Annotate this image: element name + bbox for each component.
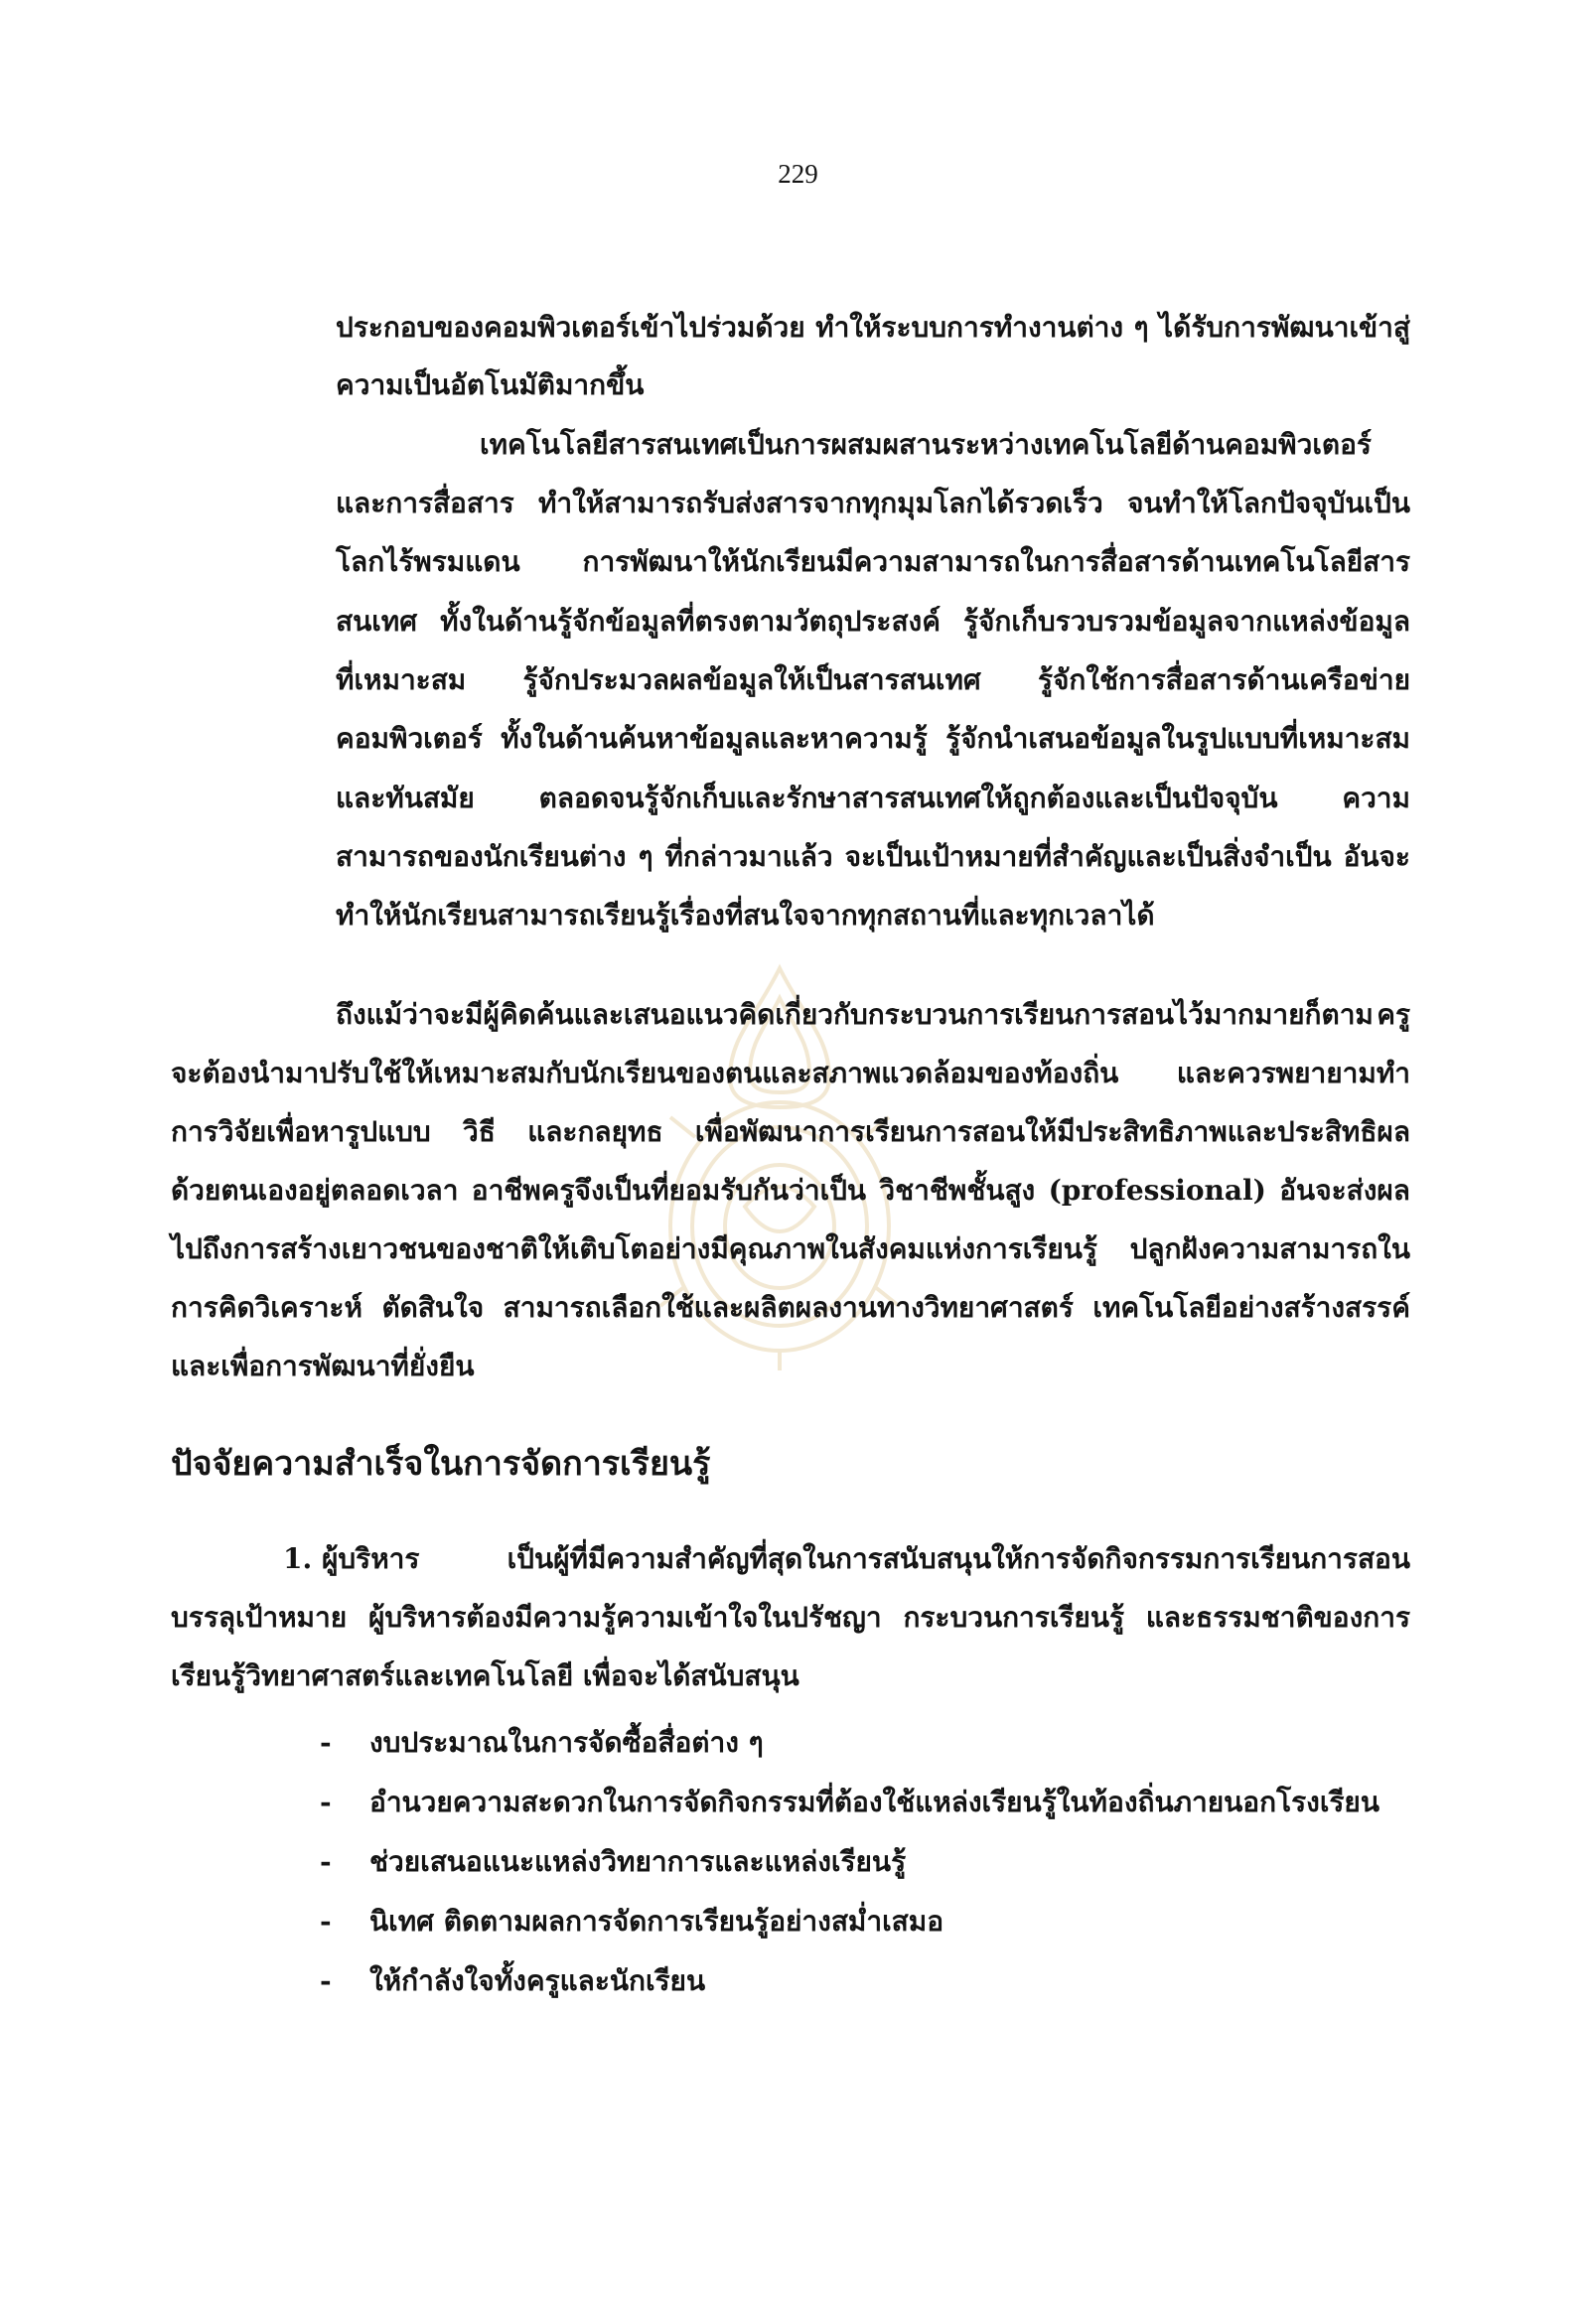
text-span: อันจะส่งผล — [1279, 1174, 1410, 1207]
text-span: เทคโนโลยีอย่างสร้างสรรค์ — [1092, 1291, 1410, 1324]
text-span: ได้รับการพัฒนาเข้าสู่ — [1159, 311, 1410, 344]
text-span: ตัดสินใจ — [381, 1291, 485, 1324]
paragraph-4-line-3 — [171, 1656, 799, 1696]
page-number: 229 — [778, 159, 818, 189]
paragraph-3-line-4 — [171, 1171, 1410, 1211]
paragraph-2-line-1 — [480, 425, 1372, 465]
paragraph-2-line-4 — [336, 602, 1410, 642]
paragraph-3-line-2 — [171, 1054, 1410, 1093]
text-span: สามารถเลือกใช้และผลิตผลงานทางวิทยาศาสตร์ — [503, 1291, 1074, 1324]
text-span: และเพื่อการพัฒนาที่ยั่งยืน — [171, 1350, 475, 1382]
text-span: วิธี — [463, 1115, 496, 1148]
list-item-text: อำนวยความสะดวกในการจัดกิจกรรมที่ต้องใช้แหล่งเรียนรู้ในท้องถิ่นภายนอกโรงเรียน — [369, 1786, 1379, 1818]
text-span: ผู้บริหารต้องมีความรู้ความเข้าใจในปรัชญา — [367, 1601, 882, 1634]
text-span: จะต้องนำมาปรับใช้ให้เหมาะสมกับนักเรียนของตนและสภาพแวดล้อมของท้องถิ่น — [171, 1057, 1119, 1089]
text-span: และทันสมัย — [336, 782, 475, 814]
text-span: ถึงแม้ว่าจะมีผู้คิดค้นและเสนอแนวคิดเกี่ยวกับกระบวนการเรียนการสอนไว้มากมายก็ตาม — [336, 998, 1374, 1031]
text-span: อันจะ — [1343, 840, 1410, 873]
text-span: และการสื่อสาร — [336, 487, 514, 519]
text-span: จนทำให้โลกปัจจุบันเป็น — [1126, 487, 1410, 519]
text-span: เป็นผู้ที่มีความสำคัญที่สุดในการสนับสนุนให้การจัดกิจกรรมการเรียนการสอน — [507, 1542, 1410, 1575]
text-span: เทคโนโลยีสารสนเทศเป็นการผสมผสานระหว่างเทคโนโลยีด้านคอมพิวเตอร์ — [480, 428, 1372, 461]
text-span: ที่เหมาะสม — [336, 663, 467, 696]
text-span: ด้วยตนเองอยู่ตลอดเวลา — [171, 1174, 459, 1207]
text-span: คอมพิวเตอร์ — [336, 722, 483, 755]
text-span: ทำให้สามารถรับส่งสารจากทุกมุมโลกได้รวดเร็ว — [537, 487, 1103, 519]
paragraph-2-line-3 — [336, 542, 1410, 582]
text-span: ครู — [1377, 998, 1410, 1031]
text-span: ทำให้ระบบการทำงานต่าง — [815, 311, 1124, 344]
paragraph-3-line-3 — [171, 1112, 1410, 1152]
text-span: ทั้งในด้านค้นหาข้อมูลและหาความรู้ — [501, 722, 928, 755]
paragraph-4-line-2 — [171, 1598, 1410, 1638]
text-span: การวิจัยเพื่อหารูปแบบ — [171, 1115, 431, 1148]
text-span: รู้จักประมวลผลข้อมูลให้เป็นสารสนเทศ — [522, 663, 981, 696]
text-span: ปลูกฝังความสามารถใน — [1129, 1232, 1410, 1265]
text-span: (professional) — [1048, 1174, 1266, 1207]
text-span: อาชีพครูจึงเป็นที่ยอมรับกันว่าเป็น — [471, 1174, 867, 1207]
paragraph-2-line-9 — [336, 896, 1155, 936]
paragraph-4-line-1 — [283, 1539, 1410, 1579]
text-span: กระบวนการเรียนรู้ — [903, 1601, 1125, 1634]
text-span: ๆ — [638, 840, 653, 873]
paragraph-3-line-1 — [336, 995, 1410, 1035]
text-span: สามารถของนักเรียนต่าง — [336, 840, 627, 873]
text-span: ประกอบของคอมพิวเตอร์เข้าไปร่วมด้วย — [336, 311, 805, 344]
paragraph-3-line-7 — [171, 1347, 475, 1386]
text-span: เพื่อพัฒนาการเรียนการสอนให้มีประสิทธิภาพและประสิทธิผล — [694, 1115, 1410, 1148]
text-span: 1. ผู้บริหาร — [283, 1542, 420, 1575]
section-heading: ปัจจัยความสำเร็จในการจัดการเรียนรู้ — [171, 1444, 711, 1484]
text-span: และกลยุทธ — [527, 1115, 663, 1148]
text-span: ความเป็นอัตโนมัติมากขึ้น — [336, 368, 645, 401]
text-span: ความ — [1342, 782, 1410, 814]
text-span: วิชาชีพชั้นสูง — [879, 1174, 1036, 1207]
paragraph-1-line-2 — [336, 365, 644, 405]
paragraph-1-line-1 — [336, 308, 1410, 348]
list-item-text: นิเทศ ติดตามผลการจัดการเรียนรู้อย่างสม่ำเสมอ — [369, 1905, 944, 1938]
text-span: สนเทศ — [336, 605, 418, 638]
text-span: รู้จักเก็บรวบรวมข้อมูลจากแหล่งข้อมูล — [962, 605, 1410, 638]
list-item-text: ช่วยเสนอแนะแหล่งวิทยาการและแหล่งเรียนรู้ — [369, 1845, 907, 1878]
paragraph-2-line-6 — [336, 719, 1410, 759]
bullet-dash: - — [320, 1845, 332, 1878]
bullet-dash: - — [320, 1905, 332, 1938]
text-span: ทำให้นักเรียนสามารถเรียนรู้เรื่องที่สนใจจากทุกสถานที่และทุกเวลาได้ — [336, 899, 1155, 932]
paragraph-3-line-6 — [171, 1288, 1410, 1328]
text-span: จะเป็นเป้าหมายที่สำคัญและเป็นสิ่งจำเป็น — [844, 840, 1332, 873]
text-span: ไปถึงการสร้างเยาวชนของชาติให้เติบโตอย่างมีคุณภาพในสังคมแห่งการเรียนรู้ — [171, 1232, 1097, 1265]
paragraph-2-line-2 — [336, 484, 1410, 523]
paragraph-3-line-5 — [171, 1229, 1410, 1269]
list-item-text: ให้กำลังใจทั้งครูและนักเรียน — [369, 1964, 706, 1997]
text-span: บรรลุเป้าหมาย — [171, 1601, 348, 1634]
text-span: ตลอดจนรู้จักเก็บและรักษาสารสนเทศให้ถูกต้องและเป็นปัจจุบัน — [538, 782, 1278, 814]
paragraph-2-line-7 — [336, 779, 1410, 818]
bullet-dash: - — [320, 1726, 332, 1759]
text-span: รู้จักนำเสนอข้อมูลในรูปแบบที่เหมาะสม — [945, 722, 1410, 755]
bullet-dash: - — [320, 1964, 332, 1997]
text-span: การคิดวิเคราะห์ — [171, 1291, 363, 1324]
text-span: การพัฒนาให้นักเรียนมีความสามารถในการสื่อสารด้านเทคโนโลยีสาร — [582, 545, 1410, 578]
text-span: ๆ — [1133, 311, 1149, 344]
text-span: เรียนรู้วิทยาศาสตร์และเทคโนโลยี เพื่อจะได้สนับสนุน — [171, 1659, 799, 1692]
text-span: ที่กล่าวมาแล้ว — [664, 840, 833, 873]
paragraph-2-line-8 — [336, 837, 1410, 877]
text-span: และธรรมชาติของการ — [1145, 1601, 1410, 1634]
paragraph-2-line-5 — [336, 660, 1410, 700]
bullet-dash: - — [320, 1786, 332, 1818]
text-span: และควรพยายามทำ — [1176, 1057, 1410, 1089]
text-span: รู้จักใช้การสื่อสารด้านเครือข่าย — [1037, 663, 1410, 696]
text-span: ทั้งในด้านรู้จักข้อมูลที่ตรงตามวัตถุประสงค์ — [440, 605, 941, 638]
text-span: โลกไร้พรมแดน — [336, 545, 520, 578]
list-item-text: งบประมาณในการจัดซื้อสื่อต่าง ๆ — [369, 1726, 764, 1759]
